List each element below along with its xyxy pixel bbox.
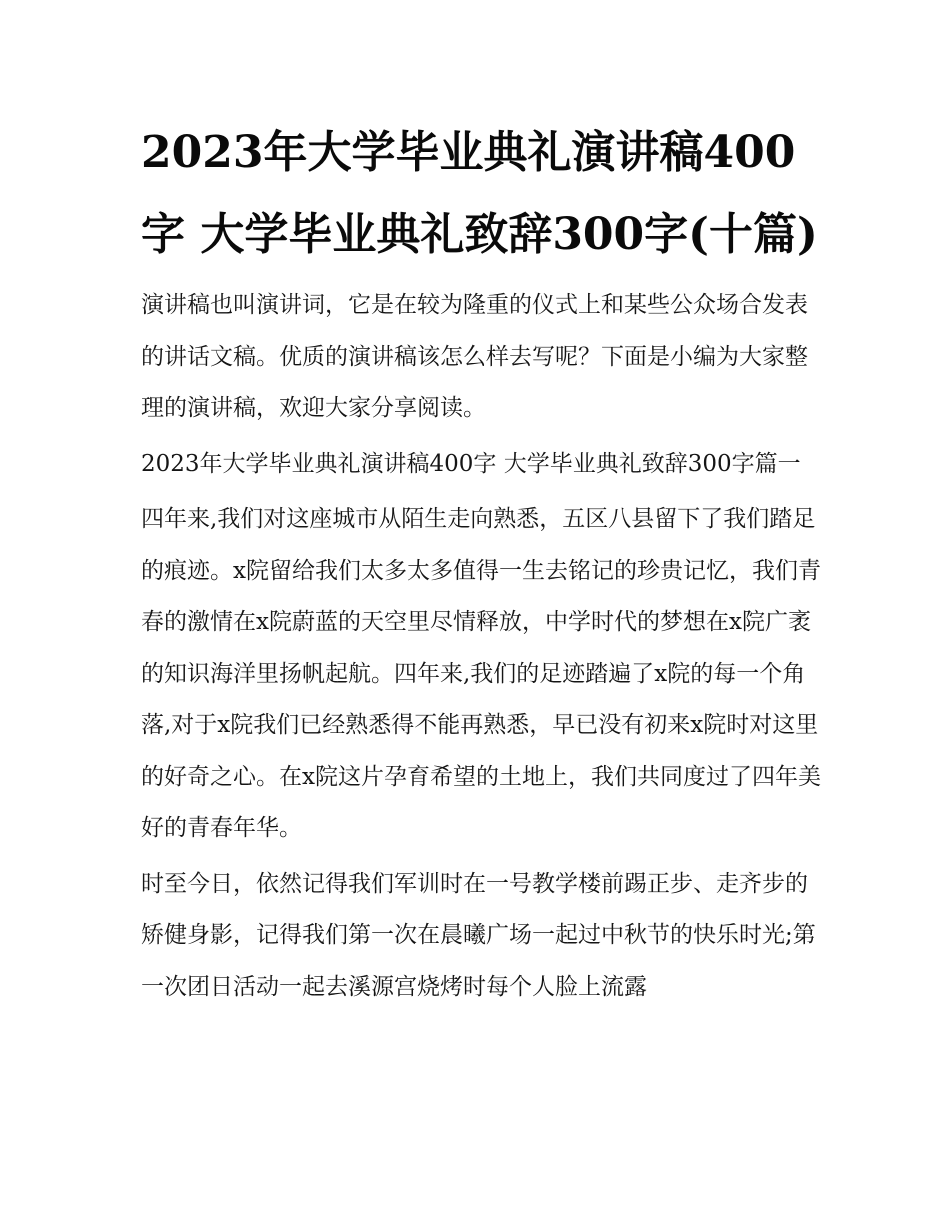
body-paragraph: 时至今日，依然记得我们军训时在一号教学楼前踢正步、走齐步的矫健身影，记得我们第一次在晨曦广场一起过中秋节的快乐时光;第一次团日活动一起去溪源宫烧烤时每个人脸上流露 (141, 870, 816, 1000)
document-page (141, 112, 821, 1013)
intro-paragraph: 演讲稿也叫演讲词，它是在较为隆重的仪式上和某些公众场合发表的讲话文稿。优质的演讲稿该怎么样去写呢？下面是小编为大家整理的演讲稿，欢迎大家分享阅读。 (141, 292, 808, 421)
document-title: 2023年大学毕业典礼演讲稿400字 大学毕业典礼致辞300字(十篇) (141, 127, 818, 260)
section-heading: 2023年大学毕业典礼演讲稿400字 大学毕业典礼致辞300字篇一 (141, 450, 801, 477)
body-paragraph: 四年来,我们对这座城市从陌生走向熟悉，五区八县留下了我们踏足的痕迹。x院留给我们太多太多值得一生去铭记的珍贵记忆，我们青春的激情在x院蔚蓝的天空里尽情释放，中学时代的梦想在x院广袤的知识海洋里扬帆起航。四年来,我们的足迹踏遍了x院的每一个角落,对于x院我们已经熟悉得不能再熟悉，早已没有初来x院时对这里的好奇之心。在x院这片孕育希望的土地上，我们共同度过了四年美好的青春年华。 (141, 506, 821, 841)
